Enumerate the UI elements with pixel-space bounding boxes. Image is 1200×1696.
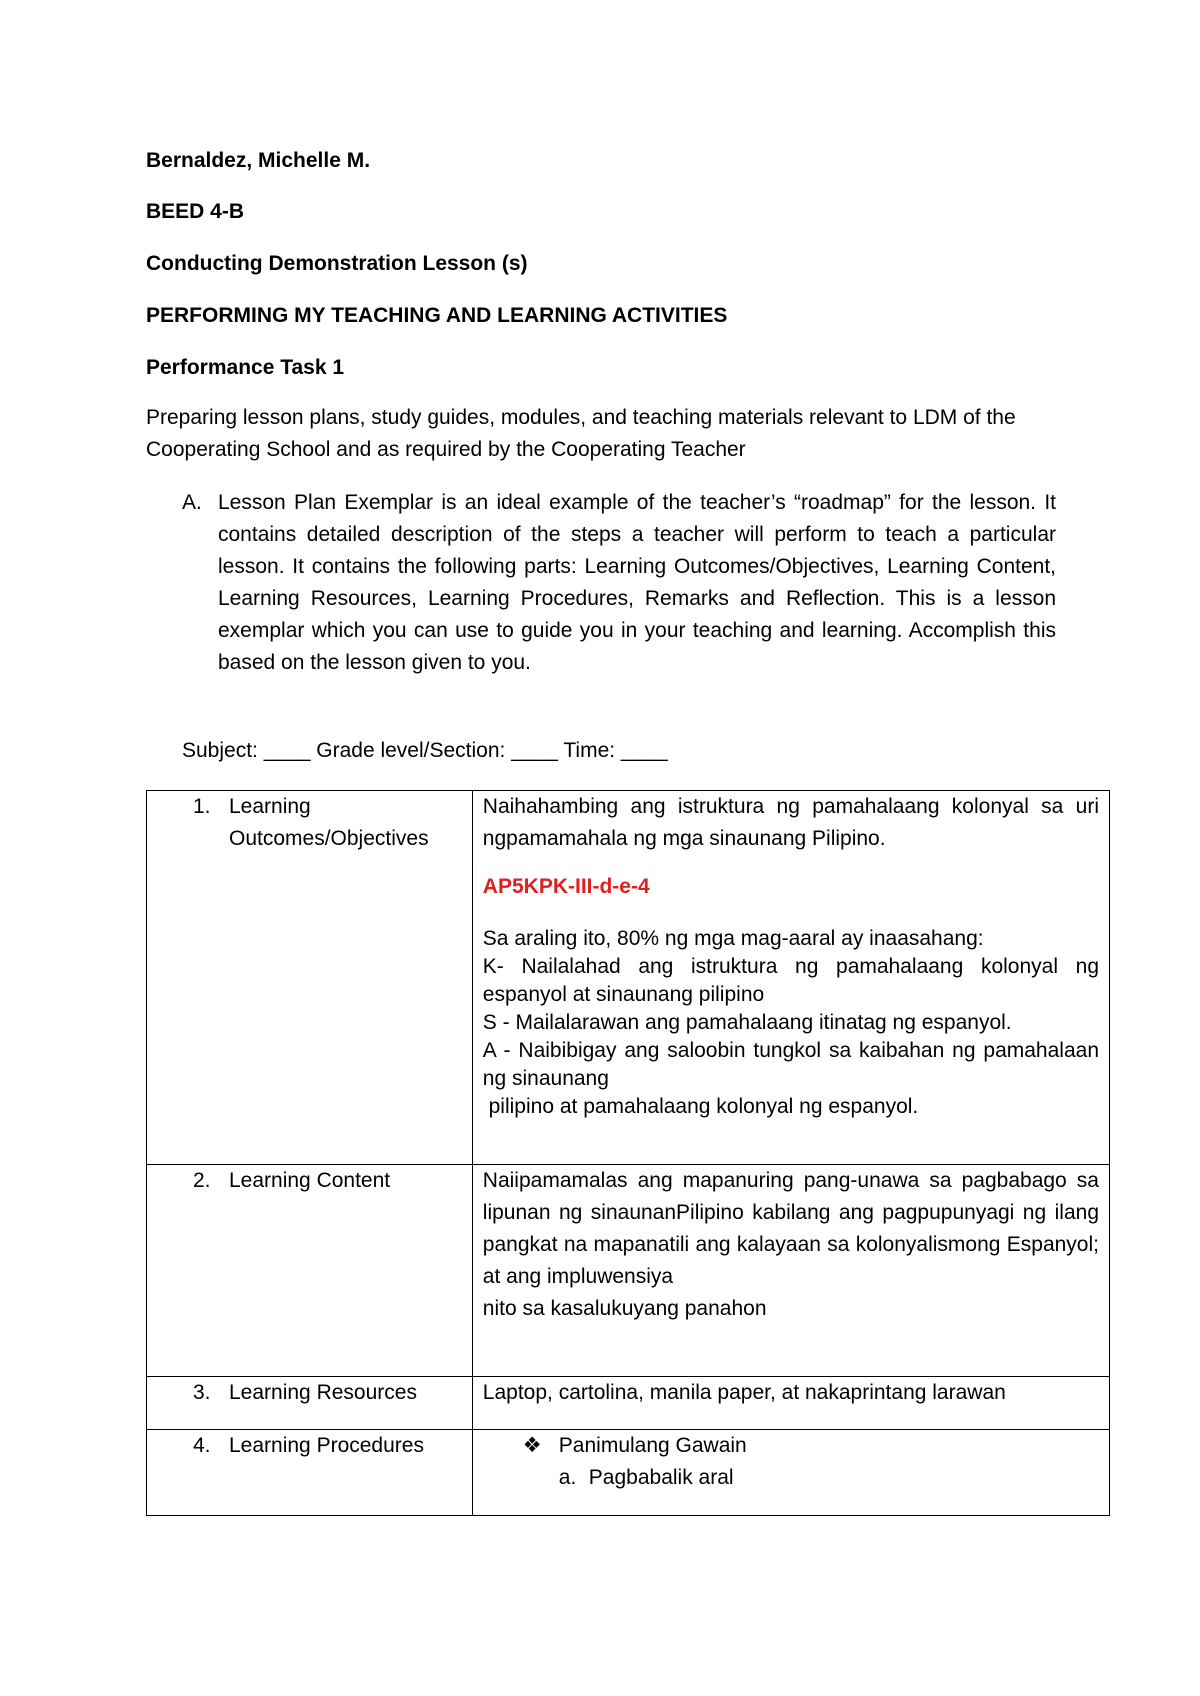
item-a-marker: A. — [182, 491, 202, 514]
table-row — [147, 1377, 1110, 1430]
resources-text: Laptop, cartolina, manila paper, at nakaprintang larawan — [482, 1381, 1006, 1404]
row-label-cell — [147, 791, 473, 1165]
student-name: Bernaldez, Michelle M. — [146, 149, 371, 172]
row-label-cell — [147, 1377, 473, 1430]
row-label: Learning Resources — [229, 1381, 417, 1404]
content-text-cont: nito sa kasalukuyang panahon — [482, 1297, 767, 1320]
procedure-heading: Panimulang Gawain — [558, 1434, 747, 1457]
intro-paragraph: Preparing lesson plans, study guides, modules, and teaching materials relevant to LDM of the Cooperating School and as required by the Cooperating Teacher — [146, 406, 1016, 461]
row-content-cell — [472, 1165, 1109, 1377]
row-label: Outcomes/Objectives — [229, 827, 429, 850]
objective-text: Naihahambing ang istruktura ng pamahalaang kolonyal sa uri ngpamamahala ng mga sinaunang Pilipino. — [482, 795, 1099, 850]
row-label: Learning Content — [229, 1169, 391, 1192]
diamond-bullet-icon: ❖ — [522, 1434, 542, 1457]
lesson-plan-table — [146, 790, 1110, 1516]
objective-a-cont: pilipino at pamahalaang kolonyal ng espanyol. — [482, 1095, 919, 1118]
subject-line: Subject: ____ Grade level/Section: ____ Time: ____ — [182, 739, 668, 762]
table-row — [147, 1430, 1110, 1516]
procedure-sub-item: Pagbabalik aral — [588, 1466, 734, 1489]
content-text: Naiipamamalas ang mapanuring pang-unawa sa pagbabago sa lipunan ng sinaunanPilipino kabilang ang pagpupunyagi ng ilang pangkat na mapanatili ang kalayaan sa kolonyalismong Espanyol; at ang impluwensiya — [482, 1169, 1099, 1288]
row-content-cell — [472, 791, 1109, 1165]
row-content-cell — [472, 1430, 1109, 1516]
competency-code: AP5KPK-III-d-e-4 — [482, 875, 650, 898]
row-label-cell — [147, 1430, 473, 1516]
row-label: Learning Procedures — [229, 1434, 424, 1457]
course-title: Conducting Demonstration Lesson (s) — [146, 252, 528, 275]
task-title: Performance Task 1 — [146, 356, 345, 379]
row-number: 3. — [193, 1381, 211, 1404]
student-section: BEED 4-B — [146, 200, 245, 223]
objective-intro: Sa araling ito, 80% ng mga mag-aaral ay inaasahang: — [482, 927, 984, 950]
objective-s: S - Mailalarawan ang pamahalaang itinatag ng espanyol. — [482, 1011, 1012, 1034]
table-row — [147, 1165, 1110, 1377]
row-number: 2. — [193, 1169, 211, 1192]
item-a — [182, 487, 1056, 679]
table-row — [147, 791, 1110, 1165]
sub-item-marker: a. — [558, 1466, 577, 1489]
row-number: 4. — [193, 1434, 211, 1457]
item-a-text: Lesson Plan Exemplar is an ideal example of the teacher’s “roadmap” for the lesson. It contains detailed description of the steps a teacher will perform to teach a particular lesson. It contains the following parts: Learning Outcomes/Objectives, Learning Content, Learning Resources, Learning Procedures, Remarks and Reflection. This is a lesson exemplar which you can use to guide you in your teaching and learning. Accomplish this based on the lesson given to you. — [218, 491, 1056, 674]
objective-a: A - Naibibigay ang saloobin tungkol sa kaibahan ng pamahalaan ng sinaunang — [482, 1039, 1099, 1090]
row-label: Learning — [229, 795, 311, 818]
row-label-cell — [147, 1165, 473, 1377]
main-title: PERFORMING MY TEACHING AND LEARNING ACTIVITIES — [146, 304, 728, 327]
row-content-cell — [472, 1377, 1109, 1430]
row-number: 1. — [193, 795, 211, 818]
objective-k: K- Nailalahad ang istruktura ng pamahalaang kolonyal ng espanyol at sinaunang pilipino — [482, 955, 1099, 1006]
